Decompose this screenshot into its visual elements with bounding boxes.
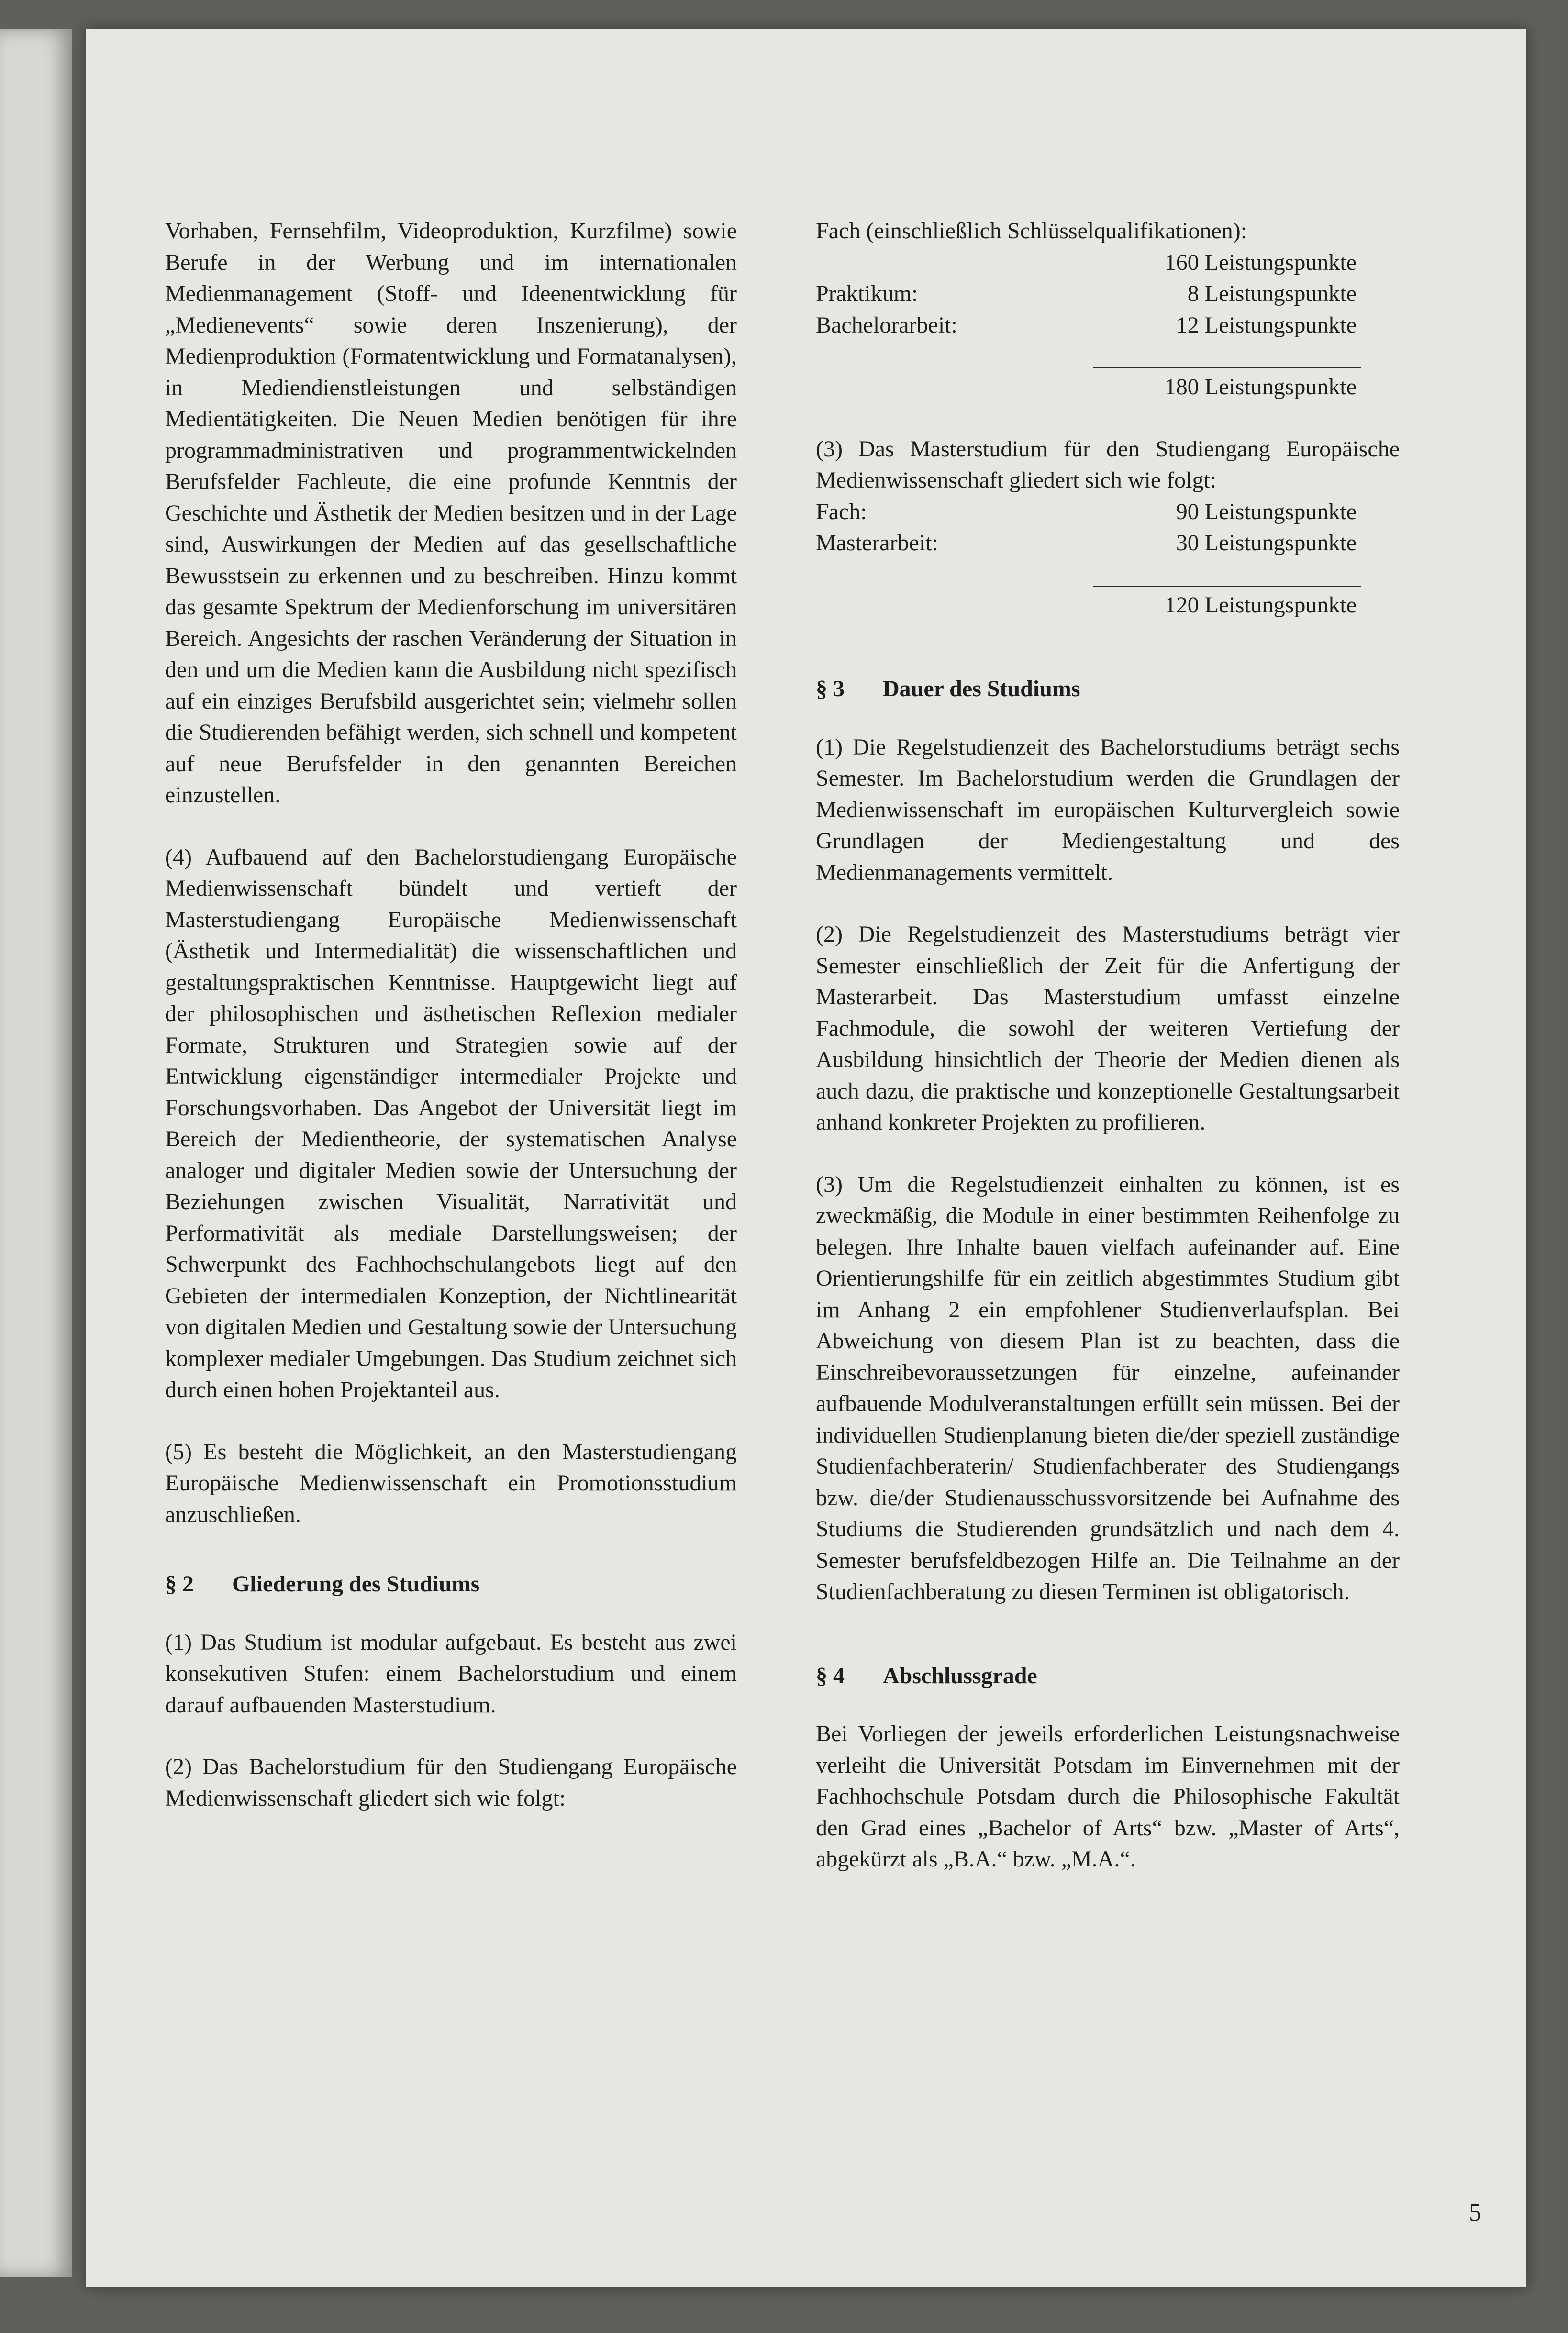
section-4-paragraph-1: Bei Vorliegen der jeweils erforderlichen Leistungsnachweise verleiht die Universität Potsdam im Einvernehmen mit der Fachhochschule Potsdam durch die Philosophische Fakultät den Grad eines „Bachelor of Arts“ bzw. „Master of Arts“, abgekürzt als „B.A.“ bzw. „M.A.“. [816,1721,1400,1872]
section-2-paragraph-2: (2) Das Bachelorstudium für den Studiengang Europäische Medienwissenschaft gliedert sich wie folgt: [165,1754,737,1811]
paragraph-intro-continued: Vorhaben, Fernsehfilm, Videoproduktion, Kurzfilme) sowie Berufe in der Werbung und im internationalen Medienmanagement (Stoff- und Ideenentwicklung für „Medienevents“ sowie deren Inszenierung), der Medienproduktion (Formatentwicklung und Formatanalysen), in Mediendienstleistungen und selbständigen Medientätigkeiten. Die Neuen Medien benötigen für ihre programmadministrativen und programmentwickelnden Berufsfelder Fachleute, die eine profunde Kenntnis der Geschichte und Ästhetik der Medien besitzen und in der Lage sind, Auswirkungen der Medien auf das gesellschaftliche Bewusstsein zu erkennen und zu beschreiben. Hinzu kommt das gesamte Spektrum der Medienforschung im universitären Bereich. Angesichts der raschen Veränderung der Situation in den und um die Medien kann die Ausbildung nicht spezifisch auf ein einziges Berufsbild ausgerichtet sein; vielmehr sollen die Studierenden befähigt werden, sich schnell und kompetent auf neue Berufsfelder in den genannten Bereichen einzustellen. [165,218,737,808]
section-3-paragraph-1: (1) Die Regelstudienzeit des Bachelorstudiums beträgt sechs Semester. Im Bachelorstudium werden die Grundlagen der Medienwissenschaft im europäischen Kulturvergleich sowie Grundlagen der Mediengestaltung und des Medienmanagements vermittelt. [816,734,1400,885]
credit-label: Bachelorarbeit: [816,312,957,338]
sum-rule [1093,367,1361,368]
section-title: Gliederung des Studiums [232,1571,480,1597]
credit-value: 8 Leistungspunkte [1187,281,1357,306]
credit-value: 30 Leistungspunkte [1176,530,1357,555]
page-number: 5 [1469,2199,1481,2226]
sum-rule [1093,586,1361,587]
section-2-paragraph-1: (1) Das Studium ist modular aufgebaut. Es besteht aus zwei konsekutiven Stufen: einem Bachelorstudium und einem darauf aufbauenden Masterstudium. [165,1629,737,1718]
section-3-heading [816,673,1400,705]
master-intro: (3) Das Masterstudium für den Studiengang Europäische Medienwissenschaft gliedert sich wie folgt: [816,436,1400,493]
credit-value: 12 Leistungspunkte [1176,312,1357,338]
section-3-paragraph-3: (3) Um die Regelstudienzeit einhalten zu können, ist es zweckmäßig, die Module in einer bestimmten Reihenfolge zu belegen. Ihre Inhalte bauen vielfach aufeinander auf. Eine Orientierungshilfe für ein zeitlich abgestimmtes Studium gibt im Anhang 2 ein empfohlener Studienverlaufsplan. Bei Abweichung von diesem Plan ist zu beachten, dass die Einschreibevoraussetzungen für einzelne, aufeinander aufbauende Modulveranstaltungen erfüllt sein müssen. Bei der individuellen Studienplanung bieten die/der speziell zuständige Studienfachberaterin/ Studienfachberater des Studiengangs bzw. die/der Studienausschussvorsitzende bei Aufnahme des Studiums die Studierenden grundsätzlich und nach dem 4. Semester berufsfeldbezogen Hilfe an. Die Teilnahme an der Studienfachberatung zu diesen Terminen ist obligatorisch. [816,1171,1400,1604]
bachelor-total: 180 Leistungspunkte [1164,374,1357,400]
section-title: Abschlussgrade [883,1663,1037,1689]
section-number: § 3 [816,676,845,701]
section-3-paragraph-2: (2) Die Regelstudienzeit des Masterstudiums beträgt vier Semester einschließlich der Zeit für die Anfertigung der Masterarbeit. Das Masterstudium umfasst einzelne Fachmodule, die sowohl der weiteren Vertiefung der Ausbildung hinsichtlich der Theorie der Medien dienen als auch dazu, die praktische und konzeptionelle Gestaltungsarbeit anhand konkreter Projekten zu profilieren. [816,922,1400,1135]
master-credits [816,496,1400,621]
credit-label: Masterarbeit: [816,530,938,555]
paragraph-4: (4) Aufbauend auf den Bachelorstudiengang Europäische Medienwissenschaft bündelt und vertieft der Masterstudiengang Europäische Medienwissenschaft (Ästhetik und Intermedialität) die wissenschaftlichen und gestaltungspraktischen Kenntnisse. Hauptgewicht liegt auf der philosophischen und ästhetischen Reflexion medialer Formate, Strukturen und Strategien sowie auf der Entwicklung eigenständiger intermedialer Projekte und Forschungsvorhaben. Das Angebot der Universität liegt im Bereich der Medientheorie, der systematischen Analyse analoger und digitaler Medien sowie der Untersuchung der Beziehungen zwischen Visualität, Narrativität und Performativität als mediale Darstellungsweisen; der Schwerpunkt des Fachhochschulangebots liegt auf den Gebieten der intermedialen Konzeption, der Nichtlinearität von digitalen Medien und Gestaltung sowie der Untersuchung komplexer medialer Umgebungen. Das Studium zeichnet sich durch einen hohen Projektanteil aus. [165,844,737,1402]
section-2-heading [165,1568,737,1600]
previous-page-edge [0,29,72,2277]
bachelor-fach-value: 160 Leistungspunkte [1164,249,1357,275]
bachelor-fach-label: Fach (einschließlich Schlüsselqualifikationen): [816,218,1247,244]
document-page [86,29,1526,2287]
credit-label: Fach: [816,499,867,524]
left-column [165,215,737,1814]
paragraph-5: (5) Es besteht die Möglichkeit, an den Masterstudiengang Europäische Medienwissenschaft ein Promotionsstudium anzuschließen. [165,1439,737,1527]
credit-label: Praktikum: [816,281,918,306]
section-number: § 2 [165,1571,194,1597]
master-total: 120 Leistungspunkte [1164,592,1357,618]
section-4-heading [816,1660,1400,1692]
right-column [816,215,1400,1875]
section-title: Dauer des Studiums [883,676,1080,701]
section-number: § 4 [816,1663,845,1689]
bachelor-credits [816,215,1400,403]
credit-value: 90 Leistungspunkte [1176,499,1357,524]
